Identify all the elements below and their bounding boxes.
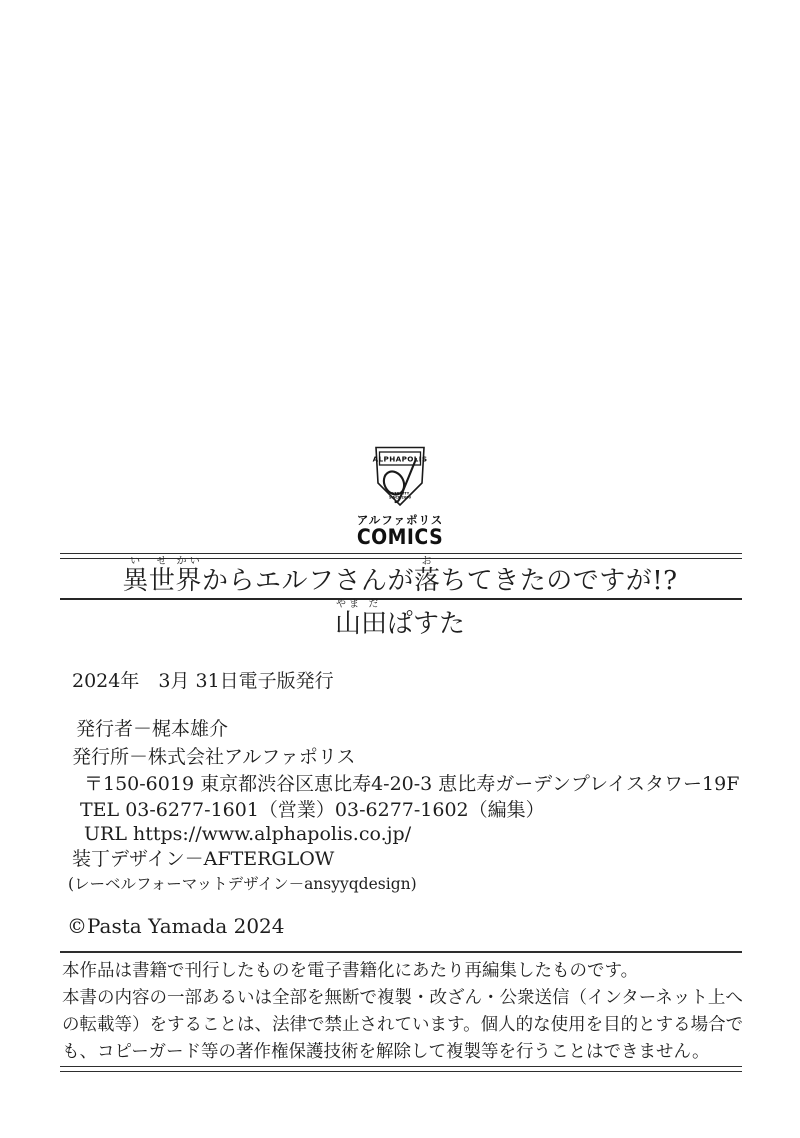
disclaimer-line: 本作品は書籍で刊行したものを電子書籍化にあたり再編集したものです。 xyxy=(62,961,639,981)
publisher-url: URL https://www.alphapolis.co.jp/ xyxy=(84,823,412,845)
edition-date: 2024年 3月 31日電子版発行 xyxy=(72,670,334,692)
brand-name-comics: COMICS xyxy=(356,525,444,549)
author-ruby-group xyxy=(334,599,361,639)
publisher-company: 発行所－株式会社アルファポリス xyxy=(72,746,356,768)
shield-tagline-1: WEB CITY xyxy=(390,491,410,496)
author-furigana: やま xyxy=(334,599,361,610)
publisher-person: 発行者－梶本雄介 xyxy=(76,718,229,740)
separator-double-bottom xyxy=(60,1066,742,1072)
author-text: 田 xyxy=(360,609,387,639)
cover-design-credit: 装丁デザイン－AFTERGLOW xyxy=(72,848,335,870)
author-text: ぱすた xyxy=(387,609,466,639)
title-ruby-group xyxy=(148,556,176,596)
shield-tagline-2: SINCE 2000 xyxy=(389,495,411,500)
disclaimer-line: も、コピーガード等の著作権保護技術を解除して複製等を行うことはできません。 xyxy=(62,1042,710,1062)
alphapolis-shield-icon xyxy=(371,446,429,507)
title-ruby-group xyxy=(122,556,149,596)
disclaimer-line: の転載等）をすることは、法律で禁止されています。個人的な使用を目的とする場合で xyxy=(62,1015,744,1035)
title-furigana: せ xyxy=(148,556,176,567)
separator-above-disclaimer xyxy=(60,951,742,953)
legal-disclaimer xyxy=(62,958,744,1066)
title-text: ちてきたのですが!? xyxy=(440,566,678,596)
brand-name-japanese: アルファポリス xyxy=(356,513,444,527)
label-design-credit: (レーベルフォーマットデザイン－ansyyqdesign) xyxy=(68,875,417,893)
title-text: 異 xyxy=(122,566,149,596)
title-text: 界 xyxy=(175,566,202,596)
title-text: からエルフさんが xyxy=(201,566,414,596)
title-text: 落 xyxy=(413,566,441,596)
publisher-logo xyxy=(0,446,800,548)
title-ruby-group xyxy=(413,556,441,596)
title-furigana: お xyxy=(413,556,441,567)
title-furigana: い xyxy=(122,556,149,567)
shield-wordmark: ALPHAPOLIS xyxy=(372,454,428,464)
publisher-telephone: TEL 03-6277-1601（営業）03-6277-1602（編集） xyxy=(80,799,545,821)
author-ruby-group xyxy=(360,599,387,639)
book-title xyxy=(0,556,800,602)
disclaimer-line: 本書の内容の一部あるいは全部を無断で複製・改ざん・公衆送信（インターネット上へ xyxy=(62,988,743,1008)
copyright-notice: ©Pasta Yamada 2024 xyxy=(67,914,285,938)
title-text: 世 xyxy=(148,566,176,596)
author-furigana: だ xyxy=(360,599,387,610)
title-furigana: かい xyxy=(175,556,202,567)
author-text: 山 xyxy=(334,609,361,639)
author-name xyxy=(0,599,800,644)
publisher-address: 〒150-6019 東京都渋谷区恵比寿4-20-3 恵比寿ガーデンプレイスタワー19F xyxy=(84,773,740,795)
title-ruby-group xyxy=(175,556,202,596)
